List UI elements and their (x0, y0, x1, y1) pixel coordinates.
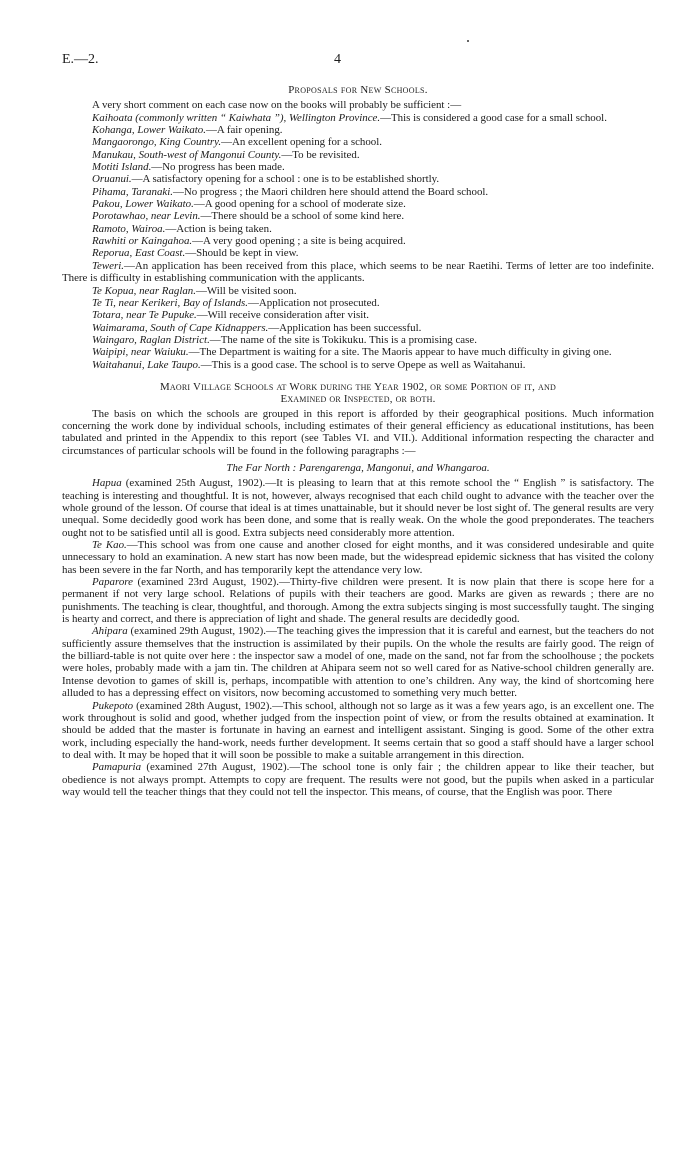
place-name: Teweri. (92, 259, 124, 272)
proposal-item (62, 210, 654, 222)
place-name: Te Ti, near Kerikeri, Bay of Islands. (92, 296, 248, 309)
place-name: Te Kopua, near Raglan. (92, 284, 196, 297)
proposal-item (62, 223, 654, 235)
proposal-text: —An application has been received from this place, which seems to be near Raetihi. Terms of letter are too indefinite. There is difficulty in establishing communication with the applicants. (62, 259, 654, 285)
school-name: Pamapuria (92, 761, 142, 774)
place-name: Kohanga, Lower Waikato. (92, 124, 206, 137)
proposal-item (62, 235, 654, 247)
proposal-text: —There should be a school of some kind here. (200, 210, 405, 223)
place-name: Kaihoata (commonly written “ Kaiwhata ”), Wellington Province. (92, 111, 381, 124)
place-name: Reporua, East Coast. (92, 247, 186, 260)
proposal-item (62, 322, 654, 334)
heading-line: Maori Village Schools at Work during the Year 1902, or some Portion of it, and (160, 380, 556, 393)
school-report-text: (examined 29th August, 1902).—The teaching gives the impression that it is careful and earnest, but the teachers do not sufficiently assure themselves that the instruction is assimilated by their pupils. On the whole the results are fairly good. The reign of the billiard-table is not quite over here : the inspector saw a model of one, made on the sand, not far from the schoolhouse ; the pockets were holes, probably made with a jam tin. The children at Ahipara seem not so well cared for as Native-school children generally are. Intense devotion to games of skill is, perhaps, incompatible with attention to one’s children. Any way, the kind of shortcoming here alluded to has a depressing effect on visitors, now becoming accustomed to something very much better. (62, 625, 654, 700)
place-name: Oruanui. (92, 173, 132, 186)
proposal-text: —To be revisited. (281, 148, 360, 161)
proposal-text: —The Department is waiting for a site. The Maoris appear to have much difficulty in giving one. (188, 346, 612, 359)
proposal-text: —Action is being taken. (165, 222, 272, 235)
place-name: Ramoto, Wairoa. (92, 222, 166, 235)
school-reports (62, 477, 654, 798)
place-name: Pihama, Taranaki. (92, 185, 173, 198)
proposal-item (62, 346, 654, 358)
page-header (62, 54, 654, 76)
proposal-text: —A fair opening. (205, 124, 283, 137)
proposal-text: —Will receive consideration after visit. (196, 309, 370, 322)
school-paragraph (62, 576, 654, 625)
proposal-item (62, 198, 654, 210)
proposal-text: —The name of the site is Tokikuku. This is a promising case. (209, 333, 477, 346)
proposal-item (62, 161, 654, 173)
proposal-text: —Should be kept in view. (185, 247, 299, 260)
proposal-item (62, 359, 654, 371)
proposal-item (62, 309, 654, 321)
proposal-text: —A very good opening ; a site is being acquired. (192, 235, 406, 248)
school-name: Hapua (92, 477, 122, 490)
proposal-item (62, 247, 654, 259)
proposal-text: —An excellent opening for a school. (221, 136, 382, 149)
proposal-text: —Application not prosecuted. (248, 296, 380, 309)
parliamentary-paper-ref: E.—2. (62, 52, 99, 67)
proposal-item (62, 334, 654, 346)
place-name: Waitahanui, Lake Taupo. (92, 358, 201, 371)
school-report-text: (examined 27th August, 1902).—The school tone is only fair ; the children appear to like their teacher, but obedience is not always prompt. Attempts to copy are frequent. The results were not good, but the pupils when asked in a particular way would tell the teacher things that they could not tell the inspector. This means, of course, that the English was poor. There (62, 761, 654, 798)
school-report-text: —This school was from one cause and another closed for eight months, and it was considered undesirable and quite unnecessary to hold an examination. A new start has now been made, but the widespread epidemic sickness that has visited the colony has been severe in the far North, and has temporarily kept the attendance very low. (62, 539, 654, 576)
proposal-text: —Application has been successful. (268, 321, 422, 334)
proposal-text: —No progress has been made. (151, 161, 285, 174)
proposal-item (62, 173, 654, 185)
document-page (62, 54, 654, 798)
proposal-text: —This is considered a good case for a small school. (380, 111, 607, 124)
proposal-text: —A good opening for a school of moderate size. (193, 198, 406, 211)
proposal-text: —A satisfactory opening for a school : one is to be established shortly. (131, 173, 440, 186)
proposal-item (62, 124, 654, 136)
school-report-text: (examined 23rd August, 1902).—Thirty-five children were present. It is now plain that there is scope here for a permanent if not very large school. Relations of pupils with their teachers are good. Marks are given as rewards ; there are no punishments. The teaching is clear, thoughtful, and thorough. Among the extra subjects singing is most successfully taught. The singing is hearty and correct, and there is appreciation of light and shade. The general results are decidedly good. (62, 576, 654, 626)
village-schools-intro: The basis on which the schools are grouped in this report is afforded by their geographical positions. Much information concerning the work done by individual schools, including estimates of their general efficiency as educational institutions, has been tabulated and printed in the Appendix to this report (see Tables VI. and VII.). Additional information respecting the character and circumstances of particular schools will be found in the following paragraphs :— (62, 407, 654, 457)
place-name: Pakou, Lower Waikato. (92, 198, 194, 211)
school-paragraph (62, 539, 654, 576)
place-name: Mangaorongo, King Country. (92, 136, 222, 149)
proposal-item (62, 186, 654, 198)
school-paragraph (62, 761, 654, 798)
school-paragraph (62, 625, 654, 699)
place-name: Waimarama, South of Cape Kidnappers. (92, 321, 269, 334)
scan-mark (467, 40, 469, 42)
proposal-text: —No progress ; the Maori children here should attend the Board school. (172, 185, 489, 198)
place-name: Porotawhao, near Levin. (92, 210, 201, 223)
proposal-text: —This is a good case. The school is to serve Opepe as well as Waitahanui. (200, 358, 526, 371)
village-schools-heading (62, 381, 654, 406)
school-name: Paparore (92, 576, 133, 589)
place-name: Waipipi, near Waiuku. (92, 346, 189, 359)
proposals-intro: A very short comment on each case now on the books will probably be sufficient :— (92, 99, 462, 112)
school-report-text: (examined 25th August, 1902).—It is pleasing to learn that at this remote school the “ English ” is satisfactory. The teaching is interesting and thoughtful. It is not, however, always recognised that each child ought to advance with the teacher over the whole ground of the lesson. Of course that ideal is at times unattainable, but it should never be lost sight of. The general results are very unequal. Some decidedly good work has been done, and some that is really weak. On the whole the good preponderates. The teachers ought not to be satisfied until all is good. Extra subjects need considerably more attention. (62, 477, 654, 539)
school-name: Ahipara (92, 625, 128, 638)
proposals-title: Proposals for New Schools. (288, 84, 428, 96)
place-name: Rawhiti or Kaingahoa. (92, 235, 193, 248)
place-name: Motiti Island. (92, 161, 152, 174)
school-name: Pukepoto (92, 699, 134, 712)
school-paragraph (62, 700, 654, 762)
school-paragraph (62, 477, 654, 539)
school-report-text: (examined 28th August, 1902).—This school, although not so large as it was a few years ago, is an excellent one. The work throughout is solid and good, whether judged from the inspection point of view, or from the results obtained at examination. It should be added that the master is fortunate in having an earnest and intelligent assistant. Singing is good. Some of the other extra work, including especially the hand-work, needs further development. It seems certain that so good a staff should have a larger school to deal with. It may be hoped that it will soon be possible to make a suitable arrangement in this direction. (62, 699, 654, 761)
proposal-item (62, 136, 654, 148)
page-number: 4 (334, 52, 341, 67)
proposals-list (62, 112, 654, 371)
place-name: Totara, near Te Pupuke. (92, 309, 197, 322)
proposal-item (62, 149, 654, 161)
heading-line: Examined or Inspected, or both. (280, 393, 436, 406)
place-name: Waingaro, Raglan District. (92, 333, 210, 346)
proposal-item (62, 260, 654, 285)
district-subheading: The Far North : Parengarenga, Mangonui, and Whangaroa. (226, 461, 490, 474)
proposal-item (62, 297, 654, 309)
school-name: Te Kao. (92, 539, 127, 552)
proposal-item (62, 112, 654, 124)
proposal-item (62, 285, 654, 297)
place-name: Manukau, South-west of Mangonui County. (92, 148, 282, 161)
proposal-text: —Will be visited soon. (195, 284, 297, 297)
